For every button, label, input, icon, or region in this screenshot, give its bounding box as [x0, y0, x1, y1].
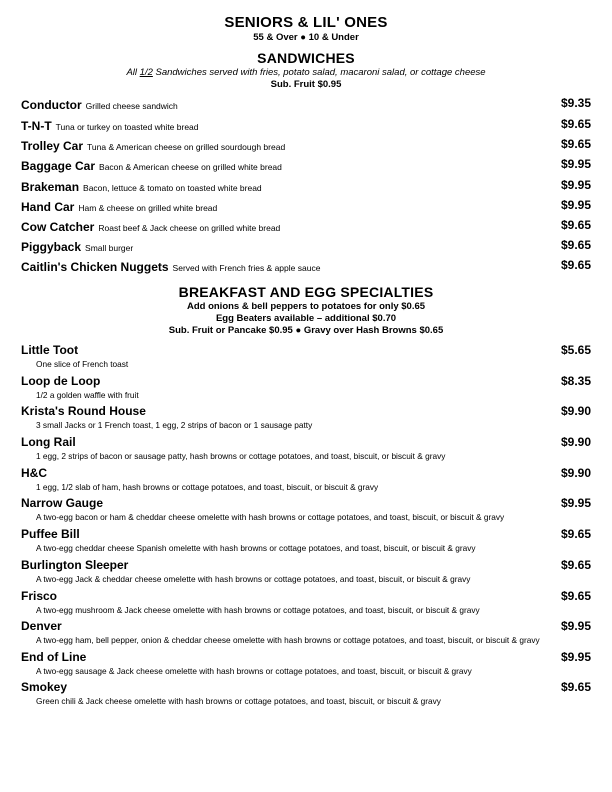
sandwiches-sub: Sub. Fruit $0.95 — [270, 79, 342, 90]
item-desc: A two-egg Jack & cheddar cheese omelette with hash browns or cottage potatoes, and toast, biscuit, or biscuit & gravy — [36, 574, 471, 584]
breakfast-item — [21, 404, 593, 432]
item-price: $9.95 — [560, 157, 591, 171]
item-desc: One slice of French toast — [36, 359, 129, 369]
breakfast-note: Add onions & bell peppers to potatoes for only $0.65 — [186, 301, 426, 312]
sandwich-item — [21, 96, 591, 112]
item-price: $9.65 — [560, 117, 591, 131]
item-desc: 3 small Jacks or 1 French toast, 1 egg, 2 strips of bacon or 1 sausage patty — [36, 420, 313, 430]
item-name: Loop de Loop — [21, 374, 101, 388]
item-desc: Tuna or turkey on toasted white bread — [55, 122, 199, 132]
item-name: Long Rail — [21, 435, 76, 449]
item-desc: A two-egg ham, bell pepper, onion & cheddar cheese omelette with hash browns or cottage potatoes, and toast, biscuit, or biscuit & gravy — [36, 635, 540, 645]
sandwich-item — [21, 238, 591, 254]
item-name: Puffee Bill — [21, 527, 80, 541]
breakfast-item — [21, 650, 593, 678]
sandwiches-note-prefix: All — [126, 67, 140, 78]
item-price: $5.65 — [560, 343, 591, 357]
item-name: End of Line — [21, 650, 87, 664]
item-name: Denver — [21, 619, 62, 633]
item-desc: 1 egg, 1/2 slab of ham, hash browns or cottage potatoes, and toast, biscuit, or biscuit & gravy — [36, 482, 379, 492]
sandwich-item — [21, 178, 591, 194]
sandwiches-note-suffix: Sandwiches served with fries, potato salad, macaroni salad, or cottage cheese — [152, 67, 486, 78]
item-desc: Bacon, lettuce & tomato on toasted white bread — [83, 183, 262, 193]
sandwich-item — [21, 258, 591, 274]
item-price: $9.90 — [560, 466, 591, 480]
item-desc: 1 egg, 2 strips of bacon or sausage patty, hash browns or cottage potatoes, and toast, biscuit, or biscuit & gravy — [36, 451, 446, 461]
item-name: Trolley Car — [21, 139, 84, 153]
breakfast-title: BREAKFAST AND EGG SPECIALTIES — [178, 284, 434, 300]
item-name: Baggage Car — [21, 159, 96, 173]
page-title: SENIORS & LIL' ONES — [224, 14, 388, 31]
sandwich-item — [21, 198, 591, 214]
item-price: $9.95 — [560, 178, 591, 192]
sandwich-item — [21, 218, 591, 234]
item-desc: Roast beef & Jack cheese on grilled white bread — [98, 223, 281, 233]
item-desc: 1/2 a golden waffle with fruit — [36, 390, 139, 400]
page-subtitle: 55 & Over ● 10 & Under — [253, 32, 359, 43]
item-desc: Bacon & American cheese on grilled white bread — [99, 162, 282, 172]
sandwich-item — [21, 157, 591, 173]
item-price: $9.90 — [560, 404, 591, 418]
item-desc: A two-egg bacon or ham & cheddar cheese omelette with hash browns or cottage potatoes, and toast, biscuit, or biscuit & gravy — [36, 512, 505, 522]
item-price: $8.35 — [560, 374, 591, 388]
sandwiches-title: SANDWICHES — [257, 50, 355, 66]
breakfast-item — [21, 466, 593, 494]
item-desc: Tuna & American cheese on grilled sourdough bread — [87, 142, 286, 152]
item-price: $9.90 — [560, 435, 591, 449]
item-name: Smokey — [21, 680, 68, 694]
item-desc: Served with French fries & apple sauce — [172, 263, 321, 273]
item-desc: A two-egg sausage & Jack cheese omelette with hash browns or cottage potatoes, and toast, biscuit, or biscuit & gravy — [36, 666, 472, 676]
item-price: $9.35 — [560, 96, 591, 110]
item-name: T-N-T — [21, 119, 52, 133]
item-desc: Ham & cheese on grilled white bread — [78, 203, 218, 213]
item-name: Caitlin's Chicken Nuggets — [21, 260, 169, 274]
item-name: Little Toot — [21, 343, 79, 357]
sandwich-item — [21, 137, 591, 153]
item-price: $9.65 — [560, 527, 591, 541]
item-name: Hand Car — [21, 200, 75, 214]
item-price: $9.65 — [560, 558, 591, 572]
breakfast-note: Sub. Fruit or Pancake $0.95 ● Gravy over Hash Browns $0.65 — [168, 325, 444, 336]
breakfast-item — [21, 680, 593, 708]
sandwiches-note — [0, 67, 612, 78]
item-name: Burlington Sleeper — [21, 558, 129, 572]
item-price: $9.65 — [560, 218, 591, 232]
item-name: Brakeman — [21, 180, 80, 194]
item-desc: A two-egg cheddar cheese Spanish omelette with hash browns or cottage potatoes, and toast, biscuit, or biscuit & gravy — [36, 543, 476, 553]
breakfast-item — [21, 496, 593, 524]
item-desc: Small burger — [85, 243, 134, 253]
item-desc: A two-egg mushroom & Jack cheese omelette with hash browns or cottage potatoes, and toast, biscuit, or biscuit & gravy — [36, 605, 480, 615]
item-price: $9.65 — [560, 680, 591, 694]
item-price: $9.65 — [560, 258, 591, 272]
item-price: $9.65 — [560, 589, 591, 603]
item-price: $9.95 — [560, 650, 591, 664]
item-price: $9.95 — [560, 619, 591, 633]
item-price: $9.65 — [560, 238, 591, 252]
breakfast-item — [21, 343, 593, 371]
breakfast-item — [21, 374, 593, 402]
sandwich-item — [21, 117, 591, 133]
breakfast-item — [21, 619, 593, 647]
item-name: Krista's Round House — [21, 404, 146, 418]
item-name: Piggyback — [21, 240, 82, 254]
breakfast-item — [21, 589, 593, 617]
item-name: Frisco — [21, 589, 58, 603]
item-desc: Green chili & Jack cheese omelette with hash browns or cottage potatoes, and toast, biscuit, or biscuit & gravy — [36, 696, 441, 706]
item-price: $9.95 — [560, 496, 591, 510]
sandwiches-note-underlined: 1/2 — [139, 67, 153, 78]
item-price: $9.95 — [560, 198, 591, 212]
item-name: Narrow Gauge — [21, 496, 104, 510]
item-name: Conductor — [21, 98, 82, 112]
item-name: H&C — [21, 466, 47, 480]
item-price: $9.65 — [560, 137, 591, 151]
breakfast-item — [21, 558, 593, 586]
item-desc: Grilled cheese sandwich — [85, 101, 178, 111]
item-name: Cow Catcher — [21, 220, 95, 234]
breakfast-item — [21, 435, 593, 463]
breakfast-note: Egg Beaters available – additional $0.70 — [215, 313, 397, 324]
breakfast-item — [21, 527, 593, 555]
